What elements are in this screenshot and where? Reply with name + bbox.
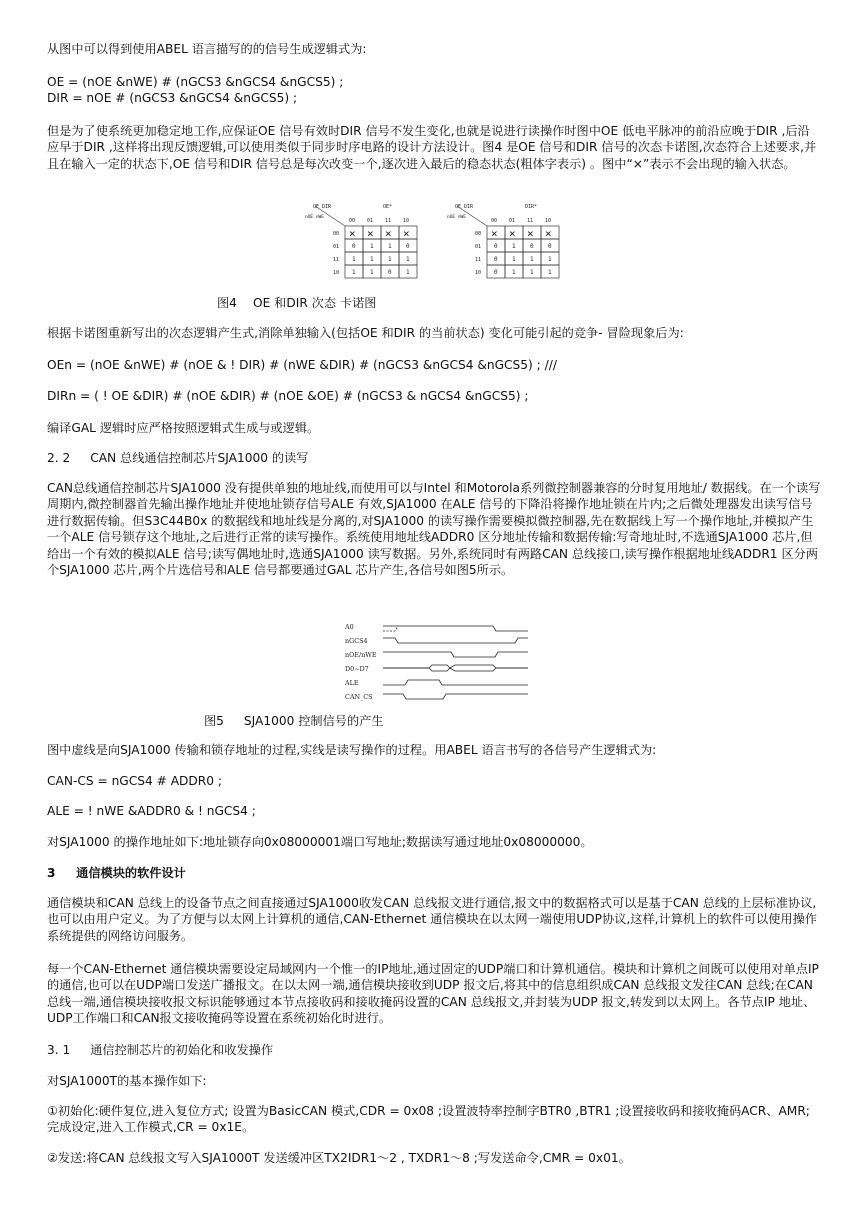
kmap-col-label: 10 (545, 218, 552, 224)
karnaugh-map-dir (447, 202, 567, 282)
equation-oe: OE = (nOE &nWE) # (nGCS3 &nGCS4 &nGCS5) ; (47, 75, 344, 89)
kmap-col-label: 01 (509, 218, 516, 224)
trace-can-cs (383, 694, 528, 699)
kmap-axis-label: nOE nWE (447, 215, 466, 220)
kmap-cell-value: × (403, 227, 410, 240)
kmap-cell-value: 1 (388, 256, 392, 263)
timing-signal-label: A0 (345, 623, 354, 631)
timing-signal-label: nGCS4 (345, 637, 368, 645)
kmap-row-label: 11 (475, 257, 482, 263)
kmap-title-label: OE DIR (313, 204, 332, 210)
section-3-1-heading: 3. 1 通信控制芯片的初始化和收发操作 (47, 1043, 274, 1057)
section-2-2-heading: 2. 2 CAN 总线通信控制芯片SJA1000 的读写 (47, 451, 309, 465)
kmap-col-label: 10 (403, 218, 410, 224)
equation-can-cs: CAN-CS = nGCS4 # ADDR0 ; (47, 774, 223, 788)
operations-paragraph: 对SJA1000T的基本操作如下: (47, 1074, 207, 1088)
kmap-cell-value: 1 (352, 269, 356, 276)
kmap-cell-value: 1 (512, 256, 516, 263)
kmap-title-label: OE DIR (455, 204, 474, 210)
kmap-cell-value: 1 (512, 269, 516, 276)
trace-data-upper (383, 665, 528, 668)
kmap-cell-value: 0 (494, 243, 498, 250)
kmap-cell-value: 1 (530, 256, 534, 263)
dashline-paragraph: 图中虚线是向SJA1000 传输和锁存地址的过程,实线是读写操作的过程。用ABEL 语言书写的各信号产生逻辑式为: (47, 743, 657, 757)
kmap-cell-value: × (349, 227, 356, 240)
equation-dirn: DIRn = ( ! OE &DIR) # (nOE &DIR) # (nOE &OE) # (nGCS3 & nGCS4 &nGCS5) ; (47, 389, 529, 403)
trace-ngcs4 (383, 638, 528, 643)
kmap-row-label: 10 (475, 270, 482, 276)
kmap-col-label: 11 (385, 218, 392, 224)
kmap-cell-value: 1 (512, 243, 516, 250)
kmap-cell-value: × (491, 227, 498, 240)
trace-ale (383, 680, 528, 685)
kmap-cell-value: 1 (388, 243, 392, 250)
timing-signal-label: ALE (345, 679, 359, 687)
kmap-paragraph: 根据卡诺图重新写出的次态逻辑产生式,消除单独输入(包括OE 和DIR 的当前状态) 变化可能引起的竞争- 冒险现象后为: (47, 326, 684, 340)
kmap-col-label: 00 (491, 218, 498, 224)
sja1000-timing-diagram (343, 618, 533, 708)
timing-signal-label: CAN_CS (345, 693, 373, 701)
equation-dir: DIR = nOE # (nGCS3 &nGCS4 &nGCS5) ; (47, 91, 298, 105)
kmap-cell-value: 0 (352, 243, 356, 250)
equation-oen: OEn = (nOE &nWE) # (nOE & ! DIR) # (nWE &DIR) # (nGCS3 &nGCS4 &nGCS5) ; /// (47, 358, 557, 372)
kmap-row-label: 01 (333, 244, 340, 250)
kmap-cell-value: 1 (548, 256, 552, 263)
timing-signal-label: D0~D7 (345, 665, 369, 673)
kmap-cell-value: 0 (494, 269, 498, 276)
address-paragraph: 对SJA1000 的操作地址如下:地址锁存向0x08000001端口写地址;数据读写通过地址0x08000000。 (47, 835, 593, 849)
kmap-next-state-label: OE* (383, 204, 393, 210)
kmap-cell-value: 1 (406, 256, 410, 263)
kmap-cell-value: × (385, 227, 392, 240)
section-3-heading: 3 通信模块的软件设计 (47, 866, 186, 880)
kmap-cell-value: 0 (530, 243, 534, 250)
gal-paragraph: 编译GAL 逻辑时应严格按照逻辑式生成与或逻辑。 (47, 421, 320, 435)
kmap-cell-value: 1 (370, 269, 374, 276)
kmap-row-label: 10 (333, 270, 340, 276)
kmap-cell-value: 1 (370, 243, 374, 250)
kmap-cell-value: 1 (548, 269, 552, 276)
kmap-row-label: 01 (475, 244, 482, 250)
figure-5-caption: 图5 SJA1000 控制信号的产生 (204, 714, 384, 728)
kmap-cell-value: × (545, 227, 552, 240)
trace-a0-dashed (383, 626, 398, 631)
kmap-cell-value: 1 (406, 269, 410, 276)
equation-ale: ALE = ! nWE &ADDR0 & ! nGCS4 ; (47, 804, 256, 818)
timing-signal-label: nOE/nWE (345, 651, 377, 659)
kmap-col-label: 11 (527, 218, 534, 224)
can-paragraph: CAN总线通信控制芯片SJA1000 没有提供单独的地址线,而使用可以与Intel 和Motorola系列微控制器兼容的分时复用地址/ 数据线。在一个读写周期内,微控制器首先输出操作地址并使地址锁存信号ALE 有效,SJA1000 在ALE 信号的下降沿将操作地址锁在片内;之后微处理器发出读写信号进行数据传输。但S3C44B0x 的数据线和地址线是分离的,对SJA1000 的读写操作需要模拟微控制器,先在数据线上写一个操作地址,并模拟产生一个ALE 信号锁存这个地址,之后进行正常的读写操作。系统使用地址线ADDR0 区分地址传输和数据传输:写奇地址时,不选通SJA1000 芯片,但给出一个有效的模拟ALE 信号;读写偶地址时,选通SJA1000 读写数据。另外,系统同时有两路CAN 总线接口,读写操作根据地址线ADDR1 区分两个SJA1000 芯片,两个片选信号和ALE 信号都要通过GAL 芯片产生,各信号如图5所示。 (47, 481, 821, 578)
software-paragraph-1: 通信模块和CAN 总线上的设备节点之间直接通过SJA1000收发CAN 总线报文进行通信,报文中的数据格式可以是基于CAN 总线的上层标准协议,也可以由用户定义。为了方便与以太网上计算机的通信,CAN-Ethernet 通信模块在以太网一端使用UDP协议,这样,计算机上的软件可以使用操作系统提供的网络访问服务。 (47, 896, 817, 943)
intro-paragraph: 从图中可以得到使用ABEL 语言描写的的信号生成逻辑式为: (47, 42, 367, 56)
trace-a0 (383, 626, 528, 631)
kmap-cell-value: × (509, 227, 516, 240)
kmap-next-state-label: DIR* (525, 204, 538, 210)
kmap-row-label: 00 (333, 231, 340, 237)
kmap-cell-value: 0 (406, 243, 410, 250)
kmap-cell-value: × (527, 227, 534, 240)
kmap-axis-label: nOE nWE (305, 215, 324, 220)
stability-paragraph: 但是为了使系统更加稳定地工作,应保证OE 信号有效时DIR 信号不发生变化,也就是说进行读操作时图中OE 低电平脉冲的前沿应晚于DIR ,后沿应早于DIR ,这样将出现反馈逻辑,可以使用类似于同步时序电路的设计方法设计。图4 是OE 信号和DIR 信号的次态卡诺图,次态符合上述要求,并且在输入一定的状态下,OE 信号和DIR 信号总是每次改变一个,逐次进入最后的稳态状态(粗体字表示) 。图中“×”表示不会出现的输入状态。 (47, 124, 817, 171)
init-paragraph: ①初始化:硬件复位,进入复位方式; 设置为BasicCAN 模式,CDR = 0x08 ;设置波特率控制字BTR0 ,BTR1 ;设置接收码和接收掩码ACR、AMR;完成设定,进入工作模式,CR = 0x1E。 (47, 1104, 810, 1135)
kmap-col-label: 01 (367, 218, 374, 224)
kmap-cell-value: 1 (530, 269, 534, 276)
kmap-cell-value: 0 (548, 243, 552, 250)
kmap-cell-value: 0 (494, 256, 498, 263)
kmap-cell-value: 1 (352, 256, 356, 263)
karnaugh-map-oe (305, 202, 425, 282)
kmap-row-label: 00 (475, 231, 482, 237)
trace-noe-nwe (383, 652, 528, 657)
kmap-col-label: 00 (349, 218, 356, 224)
send-paragraph: ②发送:将CAN 总线报文写入SJA1000T 发送缓冲区TX2IDR1～2 , TXDR1～8 ;写发送命令,CMR = 0x01。 (47, 1151, 631, 1165)
trace-data-lower (383, 668, 528, 671)
kmap-cell-value: 0 (388, 269, 392, 276)
kmap-row-label: 11 (333, 257, 340, 263)
kmap-cell-value: 1 (370, 256, 374, 263)
software-paragraph-2: 每一个CAN-Ethernet 通信模块需要设定局域网内一个惟一的IP地址,通过固定的UDP端口和计算机通信。模块和计算机之间既可以使用对单点IP的通信,也可以在UDP端口发送广播报文。在以太网一端,通信模块接收到UDP 报文后,将其中的信息组织成CAN 总线报文发往CAN 总线;在CAN 总线一端,通信模块接收报文标识能够通过本节点接收码和接收掩码设置的CAN 总线报文,并封装为UDP 报文,转发到以太网上。各节点IP 地址、UDP工作端口和CAN报文接收掩码等设置在系统初始化时进行。 (47, 962, 819, 1026)
kmap-cell-value: × (367, 227, 374, 240)
figure-4-caption: 图4 OE 和DIR 次态 卡诺图 (217, 296, 377, 310)
